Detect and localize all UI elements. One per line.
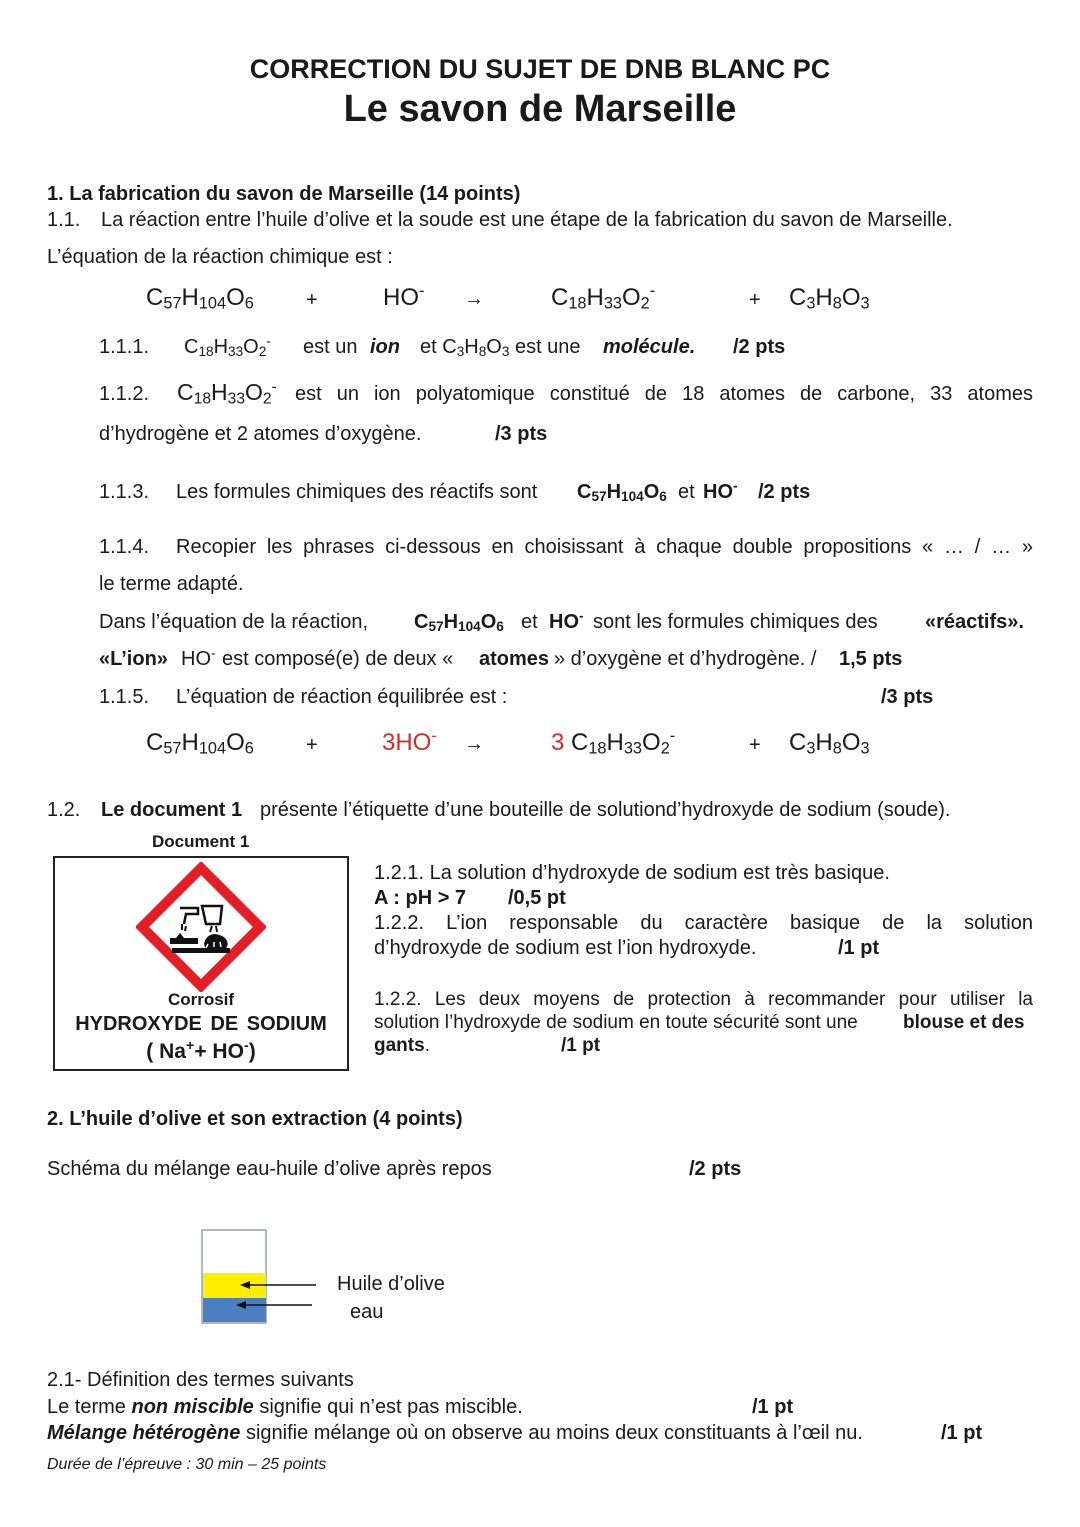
q111-points: /2 pts <box>733 336 786 358</box>
corrosive-hazard-icon <box>136 862 266 992</box>
q122a-points: /1 pt <box>838 937 880 959</box>
water-layer <box>203 1298 266 1322</box>
q12-text: présente l’étiquette d’une bouteille de solutiond’hydroxyde de sodium (soude). <box>260 799 951 821</box>
q111-text-b: et $C_3H_8O_3$ est une <box>420 336 581 359</box>
q114-line-4a: «L’ion» <box>99 648 168 670</box>
q113-and: et <box>678 481 695 503</box>
q113-formula-2: HO- <box>703 478 738 503</box>
page-title: Le savon de Marseille <box>343 88 737 130</box>
eq1-reactant-2: HO- <box>383 282 425 311</box>
eq1-product-2: $C_3H_8O_3$ <box>789 284 870 313</box>
schema-caption: Schéma du mélange eau-huile d’olive après repos <box>47 1158 492 1180</box>
document-1-corrosif: Corrosif <box>167 990 235 1009</box>
section-2-heading: 2. L’huile d’olive et son extraction (4 points) <box>47 1108 463 1130</box>
q114-line-3c: sont les formules chimiques des <box>593 611 878 633</box>
oil-water-beaker-diagram <box>200 1228 340 1328</box>
q111-text-a: est un <box>303 336 358 358</box>
q122b-line-3: gants. <box>374 1035 430 1056</box>
equation-intro: L’équation de la réaction chimique est : <box>47 246 393 268</box>
q112-points: /3 pts <box>495 423 548 445</box>
footer-duration: Durée de l’épreuve : 30 min – 25 points <box>47 1456 327 1473</box>
document-1-title: Document 1 <box>152 832 250 851</box>
q115-points: /3 pts <box>881 686 934 708</box>
q21-heading: 2.1- Définition des termes suivants <box>47 1369 354 1391</box>
q111-molecule: molécule. <box>603 336 696 358</box>
q114-line-4-formula: HO- <box>181 645 216 670</box>
schema-points: /2 pts <box>689 1158 742 1180</box>
q114-line-3a: Dans l’équation de la réaction, <box>99 611 369 633</box>
q114-line-3b: et <box>521 611 538 633</box>
q111-number: 1.1.1. <box>99 336 150 358</box>
q114-line-3-formula-1: $C_{57}H_{104}O_6$ <box>414 611 504 634</box>
q121-line-2: A : pH > 7 <box>374 887 467 909</box>
q122b-line-2b: blouse et des <box>903 1012 1025 1033</box>
definition-2-points: /1 pt <box>941 1422 983 1444</box>
document-1-product-name: HYDROXYDE DE SODIUM <box>75 1013 327 1035</box>
label-water: eau <box>350 1301 384 1323</box>
eq1-reactant-1: $C_{57}H_{104}O_6$ <box>146 284 254 313</box>
definition-2: Mélange hétérogène signifie mélange où on observe au moins deux constituants à l’œil nu. <box>47 1422 863 1444</box>
q115-text: L’équation de réaction équilibrée est : <box>176 686 508 708</box>
q114-line-3d: «réactifs». <box>925 611 1024 633</box>
label-olive-oil: Huile d’olive <box>337 1273 445 1295</box>
q113-number: 1.1.3. <box>99 481 150 503</box>
eq1-arrow: → <box>464 288 484 310</box>
q112-formula: $C_{18}H_{33}O_2^-$ <box>177 378 277 408</box>
eq1-product-1: $C_{18}H_{33}O_2^-$ <box>551 282 656 313</box>
q121-points: /0,5 pt <box>508 887 566 909</box>
q114-line-4d: » d’oxygène et d’hydrogène. / <box>554 648 817 670</box>
q114-line-1: Recopier les phrases ci-dessous en choisissant à chaque double propositions « … / … » <box>176 536 1033 558</box>
eq2-plus-1: + <box>306 734 318 756</box>
q113-formula-1: $C_{57}H_{104}O_6$ <box>577 481 667 504</box>
q122a-line-1: 1.2.2. L’ion responsable du caractère basique de la solution <box>374 912 1033 934</box>
q112-number: 1.1.2. <box>99 383 150 405</box>
q115-number: 1.1.5. <box>99 686 150 708</box>
eq2-product-2: $C_3H_8O_3$ <box>789 729 870 758</box>
definition-1: Le terme non miscible signifie qui n’est pas miscible. <box>47 1396 523 1418</box>
document-super-title: CORRECTION DU SUJET DE DNB BLANC PC <box>249 54 831 84</box>
eq2-product-1: 3 $C_{18}H_{33}O_2^-$ <box>551 727 676 758</box>
q112-text-line-2: d’hydrogène et 2 atomes d’oxygène. <box>99 423 422 445</box>
q11-text: La réaction entre l’huile d’olive et la soude est une étape de la fabrication du savon de Marseille. <box>101 209 953 231</box>
q12-bold-text: Le document 1 <box>101 799 243 821</box>
q114-number: 1.1.4. <box>99 536 150 558</box>
q122b-line-2a: solution l’hydroxyde de sodium en toute sécurité sont une <box>374 1012 858 1033</box>
section-1-heading: 1. La fabrication du savon de Marseille (14 points) <box>47 183 521 205</box>
q111-formula: $C_{18}H_{33}O_2^-$ <box>184 333 271 359</box>
q114-line-3-formula-2: HO- <box>549 608 584 633</box>
eq1-plus-1: + <box>306 289 318 311</box>
eq1-plus-2: + <box>749 289 761 311</box>
q114-line-4c: atomes <box>479 648 550 670</box>
q114-points: 1,5 pts <box>839 648 903 670</box>
q113-text: Les formules chimiques des réactifs sont <box>176 481 538 503</box>
definition-1-points: /1 pt <box>752 1396 794 1418</box>
q114-line-4b: est composé(e) de deux « <box>222 648 454 670</box>
q122a-line-2: d’hydroxyde de sodium est l’ion hydroxyde. <box>374 937 757 959</box>
eq2-plus-2: + <box>749 734 761 756</box>
eq2-arrow: → <box>464 733 484 755</box>
q113-points: /2 pts <box>758 481 811 503</box>
q122b-points: /1 pt <box>561 1035 601 1056</box>
q114-line-2: le terme adapté. <box>99 573 244 595</box>
document-1-formula: ( Na++ HO-) <box>146 1038 256 1063</box>
q11-number: 1.1. <box>47 209 81 231</box>
eq2-reactant-1: $C_{57}H_{104}O_6$ <box>146 729 254 758</box>
q112-text-line-1: est un ion polyatomique constitué de 18 atomes de carbone, 33 atomes <box>295 383 1033 405</box>
q122b-line-1: 1.2.2. Les deux moyens de protection à recommander pour utiliser la <box>374 989 1033 1010</box>
q121-line-1: 1.2.1. La solution d’hydroxyde de sodium est très basique. <box>374 862 890 884</box>
q111-ion: ion <box>370 336 400 358</box>
document-1-label-box <box>53 856 349 1071</box>
eq2-reactant-2: 3HO- <box>382 727 437 756</box>
q12-number: 1.2. <box>47 799 81 821</box>
